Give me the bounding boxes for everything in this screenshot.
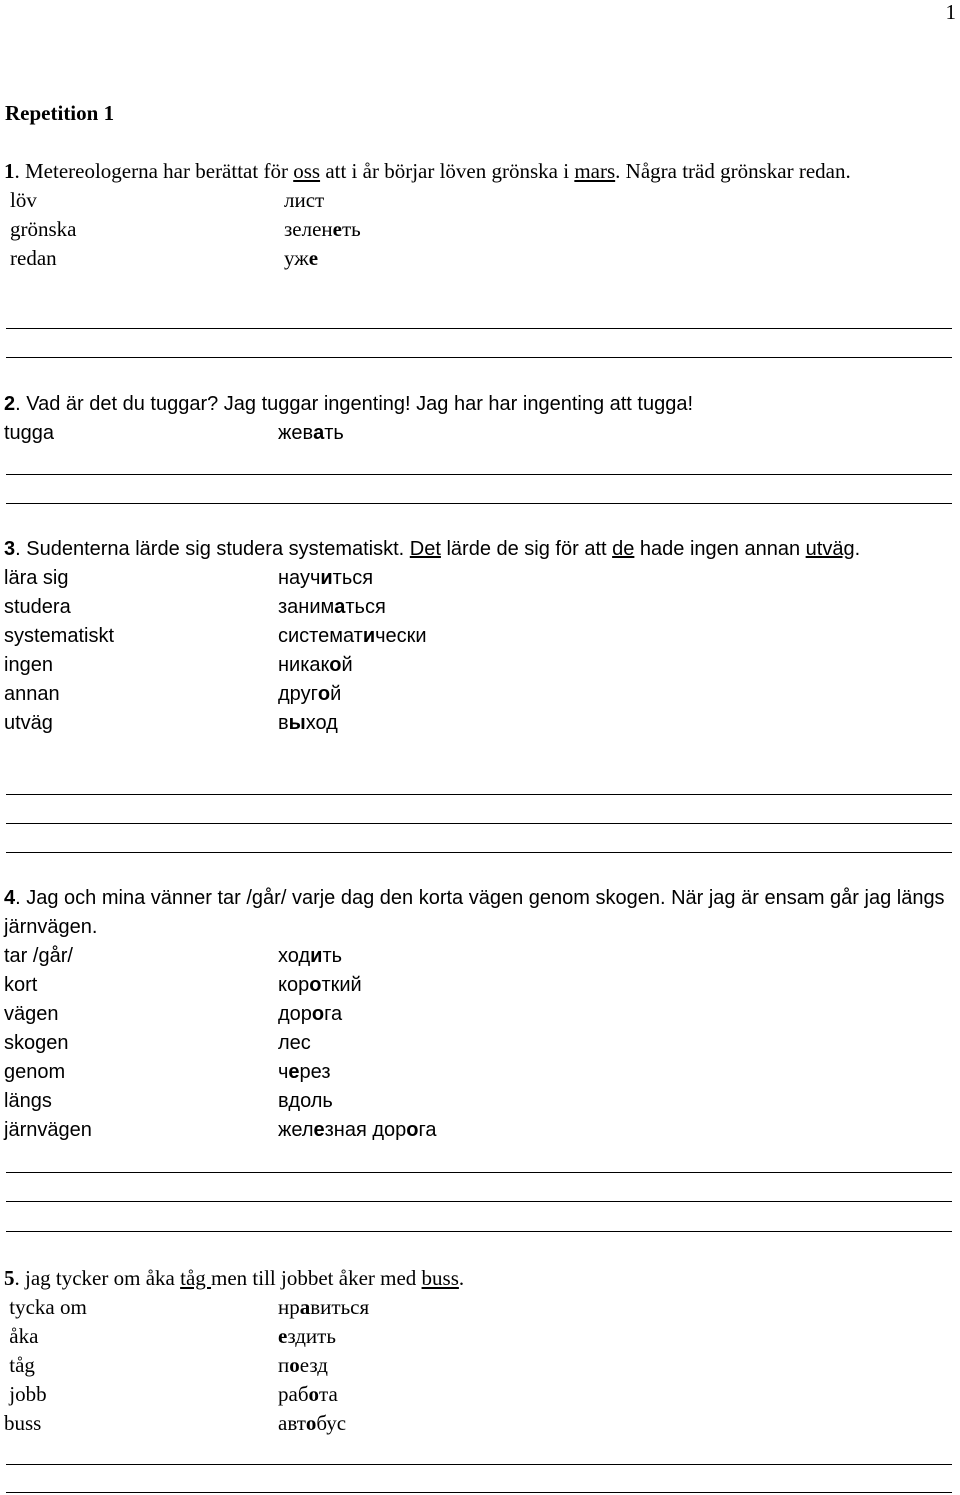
russian-translation: [278, 942, 342, 971]
swedish-word: vägen: [4, 1003, 59, 1025]
stressed-letter: и: [320, 567, 333, 589]
vocab-row: [4, 1000, 949, 1029]
vocab-row: [10, 244, 949, 273]
translation-text: ть: [322, 945, 343, 967]
answer-line[interactable]: [6, 1172, 952, 1173]
stressed-letter: о: [308, 1382, 320, 1406]
underlined-word: utväg: [805, 538, 855, 560]
answer-line[interactable]: [6, 474, 952, 475]
exercise-sentence: 1. Metereologerna har berättat för oss att i år börjar löven grönska i mars. Några träd grönskar redan.: [4, 159, 851, 183]
swedish-word: tåg: [4, 1353, 35, 1377]
stressed-letter: е: [308, 246, 319, 270]
sentence-text: att i år börjar löven grönska i: [320, 159, 575, 183]
swedish-word: löv: [10, 188, 37, 212]
sentence-text: .: [458, 1266, 465, 1290]
swedish-word: tycka om: [4, 1295, 87, 1319]
swedish-word: jobb: [4, 1382, 47, 1406]
answer-line[interactable]: [6, 1464, 952, 1465]
translation-text: га: [324, 1003, 343, 1025]
exercise-1: [4, 157, 949, 273]
russian-translation: [278, 622, 427, 651]
underlined-word: tåg: [180, 1266, 212, 1290]
stressed-letter: е: [278, 1324, 288, 1348]
swedish-word: kort: [4, 974, 38, 996]
russian-translation: [278, 1380, 338, 1409]
swedish-word: annan: [4, 683, 60, 705]
page-title: Repetition 1: [5, 101, 115, 125]
exercise-sentence: 4. Jag och mina vänner tar /går/ varje dag den korta vägen genom skogen. När jag är ensam går jag längs järnvägen.: [4, 887, 945, 938]
stressed-letter: о: [289, 1353, 300, 1377]
stressed-letter: о: [311, 1003, 325, 1025]
swedish-word: genom: [4, 1061, 66, 1083]
underlined-word: Det: [409, 538, 441, 560]
answer-line[interactable]: [6, 1231, 952, 1232]
translation-text: ться: [345, 596, 386, 618]
translation-text: ть: [341, 217, 361, 241]
russian-translation: [278, 680, 341, 709]
vocabulary-list: [4, 564, 949, 738]
vocab-row: [4, 1087, 949, 1116]
swedish-word: redan: [10, 246, 57, 270]
exercise-number: 3: [4, 538, 16, 560]
swedish-word: järnvägen: [4, 1119, 92, 1141]
translation-text: ться: [332, 567, 374, 589]
translation-text: в: [278, 712, 289, 734]
russian-translation: [278, 1351, 328, 1380]
vocab-row: [4, 971, 949, 1000]
sentence-text: men till jobbet åker med: [211, 1266, 422, 1290]
sentence-text: Metereologerna har berättat för: [25, 159, 294, 183]
vocab-row: [4, 709, 949, 738]
vocabulary-list: [4, 1293, 949, 1438]
swedish-word: buss: [4, 1411, 42, 1435]
vocab-row: [10, 215, 949, 244]
answer-line[interactable]: [6, 1201, 952, 1202]
stressed-letter: а: [313, 422, 325, 444]
translation-text: дор: [278, 1003, 312, 1025]
exercise-sentence: 2. Vad är det du tuggar? Jag tuggar ingenting! Jag har har ingenting att tugga!: [4, 393, 694, 415]
stressed-letter: а: [334, 596, 346, 618]
exercise-number: 5: [4, 1266, 15, 1290]
translation-text: га: [418, 1119, 437, 1141]
translation-text: жел: [278, 1119, 314, 1141]
russian-translation: [284, 215, 361, 244]
vocab-row: [4, 680, 949, 709]
russian-translation: [278, 1116, 436, 1145]
russian-translation: [278, 1293, 369, 1322]
russian-translation: [284, 186, 324, 215]
underlined-word: de: [612, 538, 635, 560]
translation-text: ход: [305, 712, 338, 734]
translation-text: й: [341, 654, 353, 676]
translation-text: нр: [278, 1295, 300, 1319]
exercise-4: [4, 884, 949, 1145]
translation-text: лист: [284, 188, 325, 212]
stressed-letter: о: [329, 654, 342, 676]
translation-text: ткий: [321, 974, 362, 996]
underlined-word: oss: [293, 159, 321, 183]
vocab-row: [4, 622, 949, 651]
sentence-text: . Några träd grönskar redan.: [615, 159, 851, 183]
translation-text: никак: [278, 654, 330, 676]
translation-text: та: [319, 1382, 338, 1406]
translation-text: ть: [324, 422, 344, 444]
stressed-letter: и: [362, 625, 376, 647]
answer-line[interactable]: [6, 503, 952, 504]
vocab-row: [4, 1293, 949, 1322]
exercise-sentence: 3. Sudenterna lärde sig studera systematiskt. Det lärde de sig för att de hade ingen annan utväg.: [4, 538, 861, 560]
exercise-3: [4, 535, 949, 738]
translation-text: раб: [278, 1382, 309, 1406]
swedish-word: skogen: [4, 1032, 69, 1054]
answer-line[interactable]: [6, 852, 952, 853]
vocab-row: [4, 942, 949, 971]
stressed-letter: о: [317, 683, 331, 705]
vocabulary-list: [4, 419, 949, 448]
swedish-word: grönska: [10, 217, 77, 241]
exercise-number: 1: [4, 159, 15, 183]
sentence-text: Sudenterna lärde sig studera systematiskt.: [26, 538, 410, 560]
stressed-letter: о: [406, 1119, 419, 1141]
translation-text: зелен: [284, 217, 333, 241]
swedish-word: tar /går/: [4, 945, 73, 967]
translation-text: бус: [316, 1411, 347, 1435]
answer-line[interactable]: [6, 794, 952, 795]
vocab-row: [4, 1029, 949, 1058]
russian-translation: [278, 564, 373, 593]
russian-translation: [284, 244, 318, 273]
stressed-letter: и: [310, 945, 323, 967]
underlined-word: buss: [421, 1266, 459, 1290]
exercise-number: 4: [4, 887, 16, 909]
vocab-row: [4, 1351, 949, 1380]
stressed-letter: а: [299, 1295, 311, 1319]
translation-text: лес: [278, 1032, 311, 1054]
exercise-number: 2: [4, 393, 16, 415]
vocabulary-list: [4, 942, 949, 1145]
stressed-letter: о: [309, 974, 322, 996]
translation-text: ход: [278, 945, 311, 967]
exercise-5: [4, 1264, 949, 1438]
vocab-row: [4, 651, 949, 680]
russian-translation: [278, 1029, 311, 1058]
vocab-row: [10, 186, 949, 215]
translation-text: виться: [310, 1295, 370, 1319]
vocab-row: [4, 1116, 949, 1145]
swedish-word: utväg: [4, 712, 53, 734]
answer-line[interactable]: [6, 328, 952, 329]
vocabulary-list: [4, 186, 949, 273]
swedish-word: längs: [4, 1090, 52, 1112]
translation-text: авт: [278, 1411, 306, 1435]
russian-translation: [278, 1058, 331, 1087]
swedish-word: tugga: [4, 422, 55, 444]
translation-text: езд: [299, 1353, 328, 1377]
stressed-letter: е: [332, 217, 342, 241]
sentence-text: jag tycker om åka: [25, 1266, 181, 1290]
vocab-row: [4, 1380, 949, 1409]
vocab-row: [4, 1058, 949, 1087]
vocab-row: [4, 1409, 949, 1438]
sentence-text: Jag och mina vänner tar /går/ varje dag den korta vägen genom skogen. När jag är ensam går jag längs järnvägen.: [4, 887, 945, 938]
russian-translation: [278, 419, 344, 448]
translation-text: науч: [278, 567, 321, 589]
underlined-word: mars: [574, 159, 616, 183]
sentence-text: .: [854, 538, 861, 560]
vocab-row: [4, 564, 949, 593]
swedish-word: ingen: [4, 654, 53, 676]
stressed-letter: е: [288, 1061, 300, 1083]
translation-text: жев: [278, 422, 314, 444]
russian-translation: [278, 1409, 346, 1438]
page-number: 1: [945, 0, 956, 24]
translation-text: друг: [278, 683, 318, 705]
translation-text: кор: [278, 974, 310, 996]
translation-text: системат: [278, 625, 363, 647]
translation-text: уж: [284, 246, 309, 270]
exercise-sentence: 5. jag tycker om åka tåg men till jobbet åker med buss.: [4, 1266, 465, 1290]
answer-line[interactable]: [6, 357, 952, 358]
translation-text: зная дор: [324, 1119, 407, 1141]
russian-translation: [278, 593, 386, 622]
vocab-row: [4, 419, 949, 448]
translation-text: вдоль: [278, 1090, 333, 1112]
russian-translation: [278, 971, 362, 1000]
russian-translation: [278, 1000, 342, 1029]
russian-translation: [278, 1322, 336, 1351]
russian-translation: [278, 1087, 333, 1116]
answer-line[interactable]: [6, 823, 952, 824]
swedish-word: systematiskt: [4, 625, 115, 647]
swedish-word: lära sig: [4, 567, 69, 589]
stressed-letter: е: [313, 1119, 325, 1141]
swedish-word: studera: [4, 596, 71, 618]
answer-line[interactable]: [6, 1492, 952, 1493]
translation-text: п: [278, 1353, 290, 1377]
translation-text: здить: [287, 1324, 336, 1348]
sentence-text: lärde de sig för att: [440, 538, 613, 560]
russian-translation: [278, 709, 338, 738]
russian-translation: [278, 651, 353, 680]
translation-text: ч: [278, 1061, 289, 1083]
vocab-row: [4, 1322, 949, 1351]
stressed-letter: о: [305, 1411, 317, 1435]
stressed-letter: ы: [288, 712, 306, 734]
sentence-text: Vad är det du tuggar? Jag tuggar ingenting! Jag har har ingenting att tugga!: [26, 393, 694, 415]
translation-text: чески: [375, 625, 427, 647]
exercise-2: [4, 390, 949, 448]
sentence-text: hade ingen annan: [634, 538, 806, 560]
translation-text: й: [330, 683, 342, 705]
vocab-row: [4, 593, 949, 622]
translation-text: заним: [278, 596, 335, 618]
translation-text: рез: [299, 1061, 331, 1083]
swedish-word: åka: [4, 1324, 39, 1348]
